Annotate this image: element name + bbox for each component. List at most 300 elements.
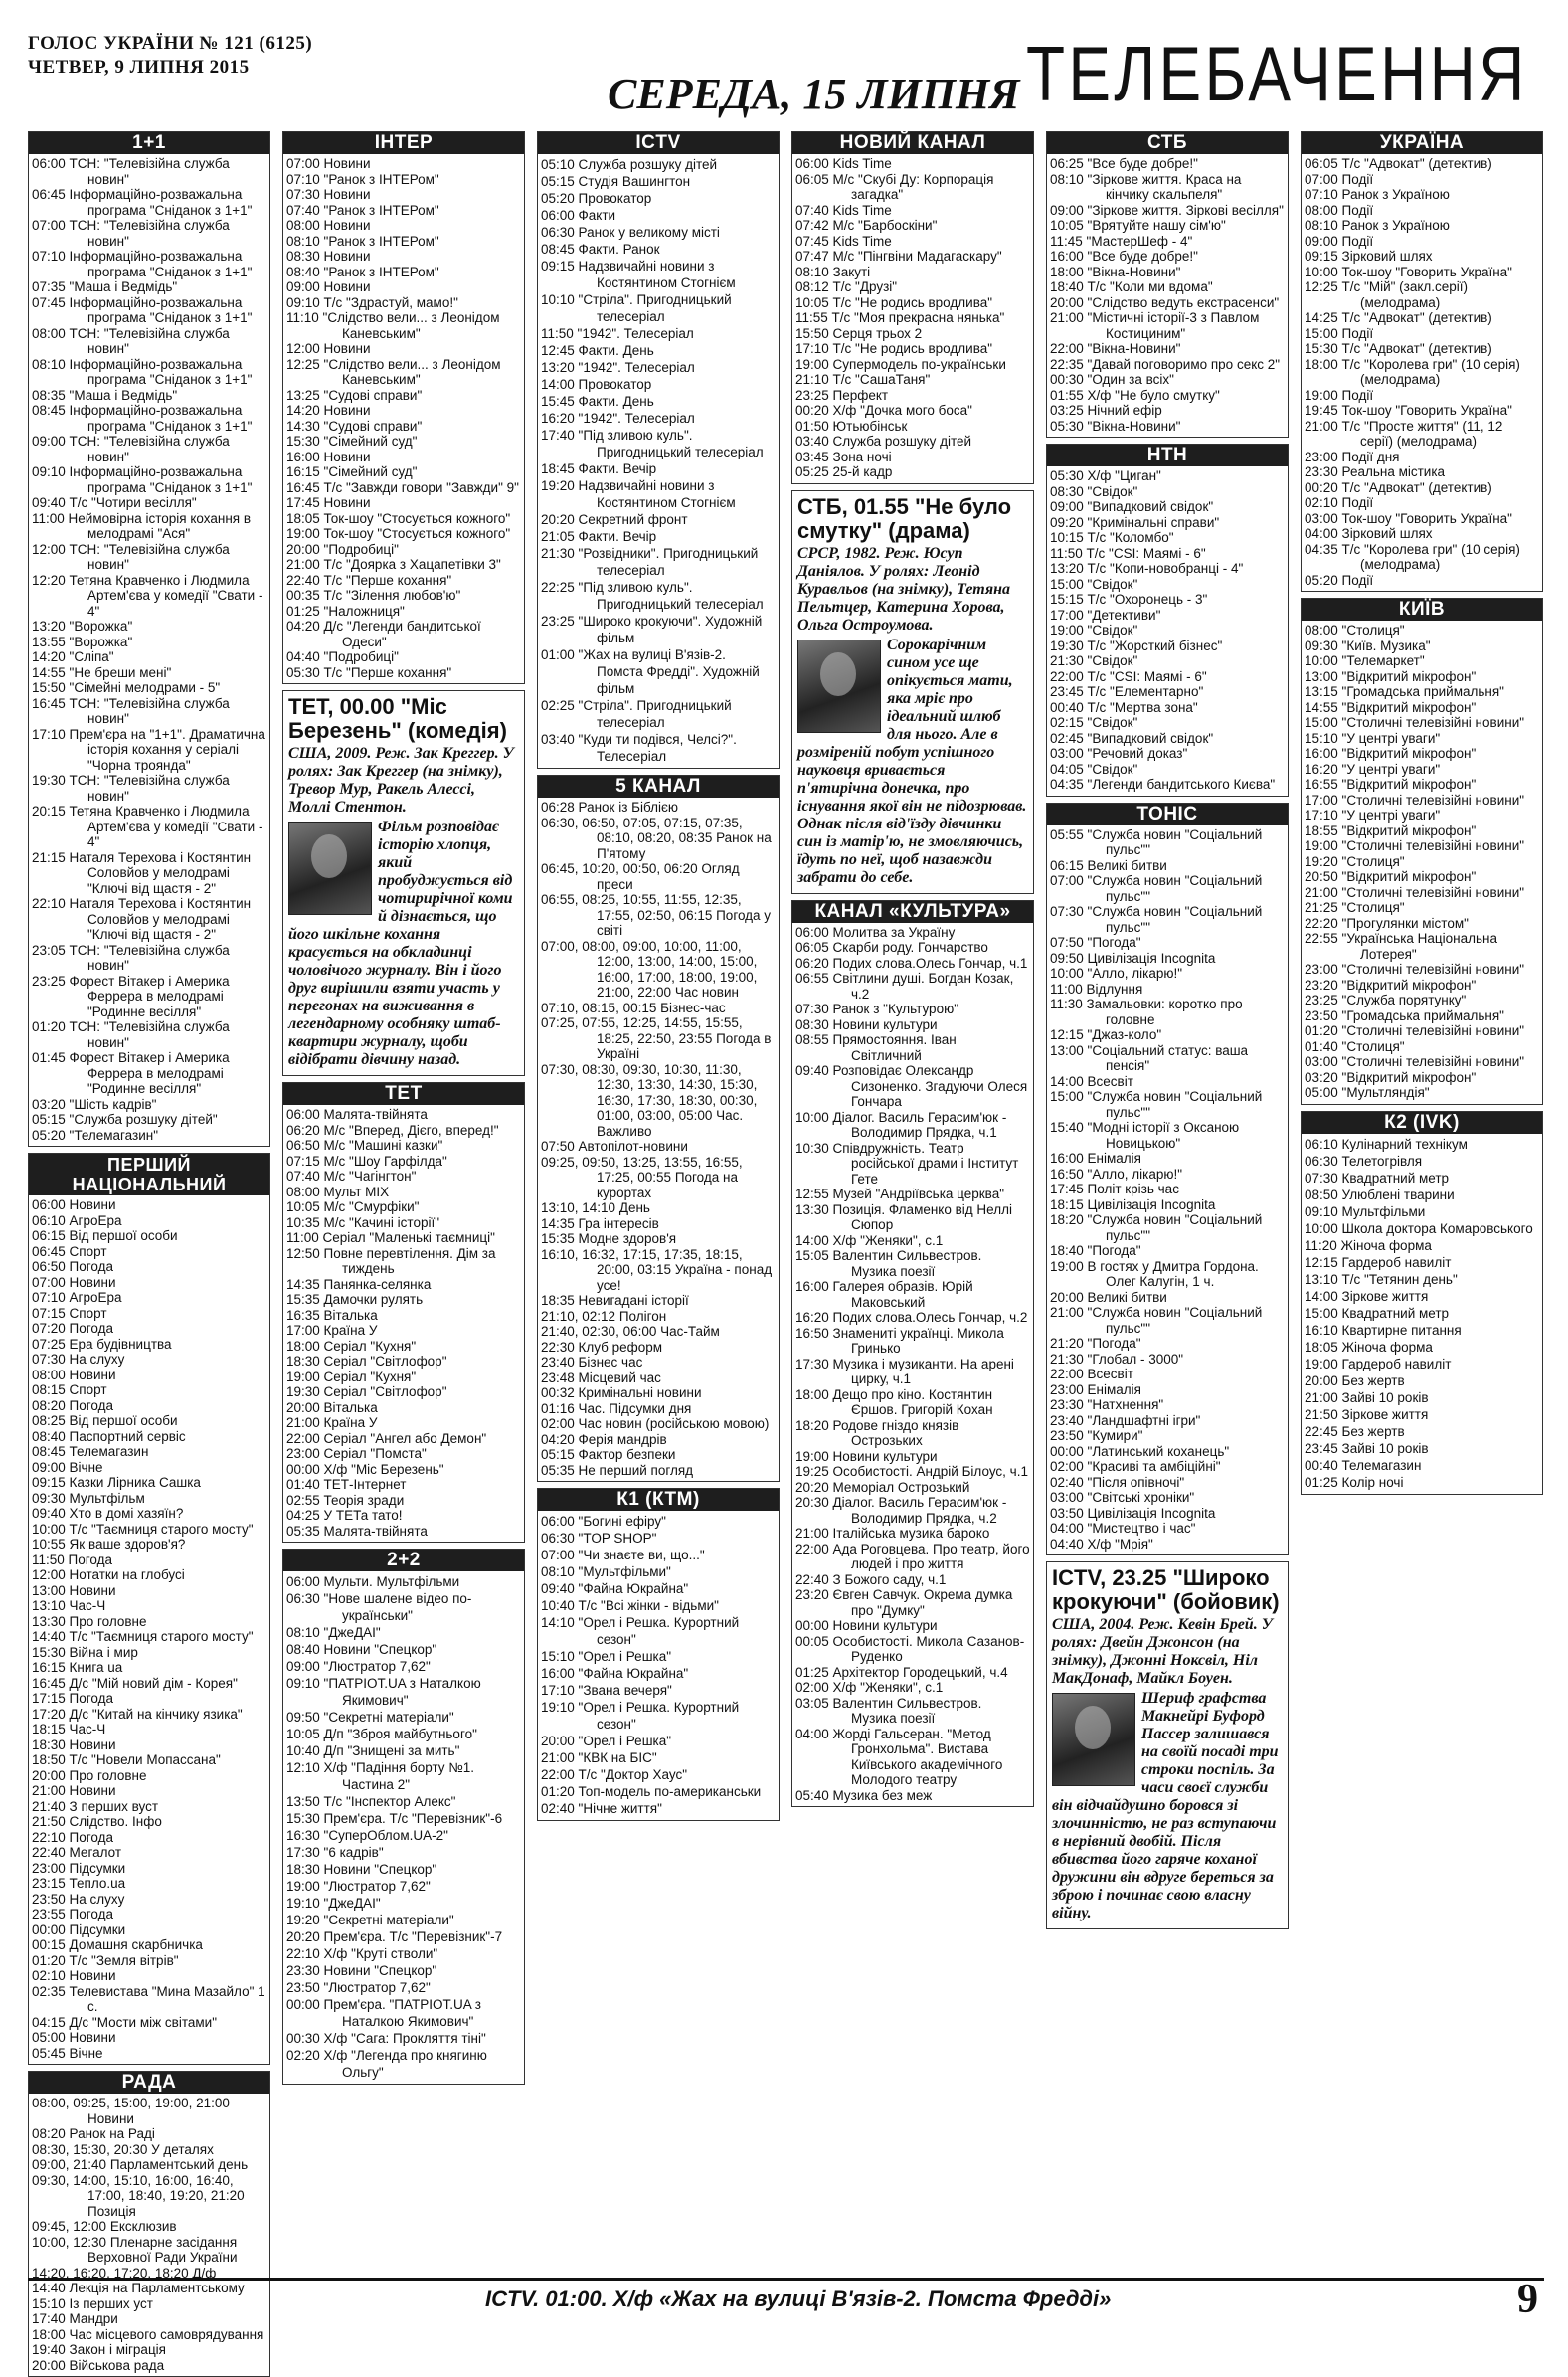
program-item: 19:30 Т/с "Жорсткий бізнес" — [1050, 638, 1223, 653]
program-item: 19:10 "Орел і Решка. Курортний сезон" — [541, 1700, 740, 1732]
column-3 — [537, 131, 780, 2270]
channel-2plus2 — [282, 1549, 525, 2085]
program-item: 21:00 Зайві 10 років — [1305, 1389, 1429, 1405]
program-list — [29, 2094, 269, 2376]
program-item: 05:25 25-й кадр — [795, 464, 893, 479]
program-item: 08:40 Паспортний сервіс — [32, 1428, 186, 1444]
program-item: 18:05 Жіноча форма — [1305, 1339, 1433, 1355]
program-item: 16:55 "Відкритий мікрофон" — [1305, 777, 1477, 792]
program-item: 12:25 "Слідство вели... з Леонідом Каневським" — [286, 356, 501, 387]
program-item: 06:25 "Все буде добре!" — [1050, 156, 1198, 171]
program-list — [538, 154, 779, 768]
program-item: 21:00 "Столичні телевізійні новини" — [1305, 884, 1525, 900]
program-item: 08:10 Ранок з Україною — [1305, 218, 1450, 233]
program-item: 14:35 Панянка-селянка — [286, 1276, 432, 1292]
program-item: 03:45 Зона ночі — [795, 449, 892, 464]
program-item: 08:10 Інформаційно-розважальна програма "Сніданок з 1+1" — [32, 356, 253, 387]
program-item: 19:00 Ток-шоу "Стосується кожного" — [286, 526, 511, 541]
channel-title: КАНАЛ «КУЛЬТУРА» — [792, 901, 1033, 923]
program-item: 08:00 Події — [1305, 202, 1374, 218]
program-item: 08:10 "Ранок з ІНТЕРом" — [286, 233, 439, 249]
program-item: 19:00 Гардероб навиліт — [1305, 1356, 1452, 1371]
program-item: 08:00 Новини — [286, 218, 371, 233]
program-item: 01:40 ТЕТ-Інтернет — [286, 1477, 407, 1492]
program-item: 12:55 Музей "Андріївська церква" — [795, 1187, 1004, 1201]
program-item: 11:10 "Слідство вели... з Леонідом Каневським" — [286, 310, 500, 341]
program-item: 03:00 "Світські хроніки" — [1050, 1490, 1195, 1505]
program-item: 04:20 Ферія мандрів — [541, 1431, 667, 1447]
program-item: 19:00 Новини культури — [795, 1448, 938, 1464]
program-item: 20:00 "Подробиці" — [286, 541, 399, 557]
program-item: 14:20, 16:20, 17:20, 18:20 Д/ф — [32, 2265, 217, 2281]
program-item: 10:00 Ток-шоу "Говорить Україна" — [1305, 264, 1512, 279]
program-item: 10:05 Т/с "Не родись вродлива" — [795, 294, 993, 310]
program-item: 19:40 Закон і міграція — [32, 2342, 166, 2357]
program-item: 07:30 Новини — [286, 187, 371, 202]
program-item: 07:00 "Чи знаєте ви, що..." — [541, 1548, 705, 1562]
program-item: 21:00 Країна У — [286, 1415, 378, 1430]
program-item: 06:05 Скарби роду. Гончарство — [795, 940, 988, 955]
program-item: 16:20 "1942". Телесеріал — [541, 411, 695, 426]
program-item: 08:40 "Ранок з ІНТЕРом" — [286, 264, 439, 279]
program-item: 13:10 Т/с "Тетянин день" — [1305, 1271, 1458, 1287]
program-item: 21:20 "Погода" — [1050, 1336, 1141, 1351]
program-item: 07:30 Ранок з "Культурою" — [795, 1002, 958, 1016]
program-item: 07:00 "Служба новин "Соціальний пульс"" — [1050, 873, 1263, 904]
program-item: 02:25 "Стріла". Пригодницький телесеріал — [541, 698, 732, 730]
paper-title: ГОЛОС УКРАЇНИ № 121 (6125) — [28, 33, 313, 54]
program-item: 21:40, 02:30, 06:00 Час-Тайм — [541, 1324, 720, 1339]
program-item: 22:30 Клуб реформ — [541, 1339, 663, 1355]
feature-tet — [282, 690, 525, 1076]
program-item: 07:50 Автопілот-новини — [541, 1139, 688, 1154]
program-item: 11:50 Т/с "CSI: Маямі - 6" — [1050, 545, 1206, 561]
program-item: 01:40 "Столиця" — [1305, 1038, 1405, 1054]
program-item: 09:00 Події — [1305, 233, 1374, 249]
program-item: 21:00 "Служба новин "Соціальний пульс"" — [1050, 1305, 1263, 1336]
feature-stb — [791, 490, 1034, 894]
program-item: 18:45 Факти. Вечір — [541, 461, 657, 476]
channel-title: КИЇВ — [1302, 599, 1542, 621]
feature-synopsis: Фільм розповідає історію хлопця, який пробуджується від чотирирічної коми й дізнається, що його шкільне кохання красується на обкладинці чоловічого журналу. Він і його друг вирішили взяти участь у перегонах на виживання в легендарному особняку штаб-квартири журналу, щоби відібрати дівчину назад. — [288, 819, 513, 1068]
program-item: 02:00 "Красиві та амбіційні" — [1050, 1459, 1221, 1474]
program-item: 06:45 Спорт — [32, 1243, 107, 1259]
channel-novyi — [791, 131, 1034, 484]
program-item: 04:25 У ТЕТа тато! — [286, 1508, 403, 1523]
program-item: 03:00 Ток-шоу "Говорить Україна" — [1305, 510, 1512, 526]
program-item: 09:00 ТСН: "Телевізійна служба новин" — [32, 434, 230, 464]
program-item: 21:00 Новини — [32, 1783, 116, 1798]
program-item: 18:55 "Відкритий мікрофон" — [1305, 823, 1477, 838]
program-item: 10:40 Т/с "Всі жінки - відьми" — [541, 1598, 719, 1613]
program-item: 08:45 Інформаційно-розважальна програма "Сніданок з 1+1" — [32, 403, 253, 434]
program-item: 14:35 Гра інтересів — [541, 1215, 659, 1231]
page-number: 9 — [1517, 2277, 1538, 2322]
program-item: 17:00 Країна У — [286, 1323, 378, 1338]
feature-title: ICTV, 23.25 "Широко крокуючи" (бойовик) — [1052, 1565, 1280, 1614]
section-title: ТЕЛЕБАЧЕННЯ — [1026, 30, 1528, 117]
program-item: 16:00 Новини — [286, 449, 371, 464]
program-item: 23:50 На слуху — [32, 1891, 125, 1907]
program-item: 11:50 Погода — [32, 1552, 112, 1567]
program-item: 18:00 Час місцевого самоврядування — [32, 2326, 264, 2342]
program-item: 04:35 Т/с "Королева гри" (10 серія) (мелодрама) — [1305, 541, 1520, 572]
program-item: 23:25 Форест Вітакер і Америка Феррера в мелодрамі "Родинне весілля" — [32, 973, 230, 1019]
program-item: 09:40 Т/с "Чотири весілля" — [32, 495, 197, 510]
program-item: 14:40 Лекція на Парламентському — [32, 2281, 245, 2295]
program-item: 22:00 Т/с "CSI: Маямі - 6" — [1050, 668, 1207, 684]
program-item: 06:50 Погода — [32, 1259, 113, 1274]
program-item: 13:30 Позиція. Фламенко від Неллі Сюпор — [795, 1201, 1012, 1232]
program-item: 15:30 Т/с "Адвокат" (детектив) — [1305, 341, 1492, 356]
footer-highlight: ICTV. 01:00. Х/ф «Жах на вулиці В'язів-2. Помста Фредді» — [485, 2286, 1112, 2311]
program-item: 01:50 Ютьюбінськ — [795, 418, 908, 434]
program-item: 17:10 Прем'єра на "1+1". Драматична історія кохання у серіалі "Чорна троянда" — [32, 726, 265, 773]
program-item: 14:10 "Орел і Решка. Курортний сезон" — [541, 1615, 740, 1647]
program-item: 01:00 "Жах на вулиці В'язів-2. Помста Фредді". Художній фільм — [541, 647, 760, 696]
program-item: 15:50 Серця трьох 2 — [795, 325, 923, 341]
channel-ukraina — [1301, 131, 1543, 592]
program-item: 05:20 Провокатор — [541, 191, 652, 206]
channel-title: НОВИЙ КАНАЛ — [792, 132, 1033, 154]
program-item: 06:28 Ранок із Біблією — [541, 800, 679, 815]
program-item: 15:10 "У центрі уваги" — [1305, 730, 1441, 746]
program-item: 10:10 "Стріла". Пригодницький телесеріал — [541, 292, 732, 324]
program-item: 20:00 Великі битви — [1050, 1289, 1167, 1305]
schedule-day: СЕРЕДА, 15 ЛИПНЯ — [608, 70, 1020, 118]
program-item: 00:20 Х/ф "Дочка мого боса" — [795, 403, 972, 418]
program-item: 00:05 Особистості. Микола Сазанов-Руденко — [795, 1633, 1025, 1664]
channel-title: СТБ — [1047, 132, 1288, 154]
program-item: 21:30 "Свідок" — [1050, 653, 1138, 668]
program-item: 19:20 Надзвичайні новини з Костянтином Стогнієм — [541, 478, 736, 510]
program-item: 04:20 Д/с "Легенди бандитської Одеси" — [286, 619, 481, 649]
program-item: 14:00 Провокатор — [541, 377, 652, 392]
program-item: 14:30 "Судові справи" — [286, 418, 423, 434]
program-item: 18:30 Новини — [32, 1737, 116, 1752]
channel-title: ІНТЕР — [283, 132, 524, 154]
program-item: 15:35 Дамочки рулять — [286, 1292, 424, 1307]
program-item: 22:45 Без жертв — [1305, 1423, 1405, 1439]
program-item: 15:05 Валентин Сильвестров. Музика поезії — [795, 1248, 982, 1279]
program-item: 17:45 Новини — [286, 495, 371, 510]
program-item: 20:00 "Слідство ведуть екстрасенси" — [1050, 294, 1280, 310]
program-item: 21:30 "Глобал - 3000" — [1050, 1351, 1184, 1367]
program-item: 02:15 "Свідок" — [1050, 715, 1138, 730]
program-item: 17:00 "Детективи" — [1050, 607, 1161, 623]
program-item: 07:15 Спорт — [32, 1305, 107, 1321]
program-item: 07:42 М/с "Барбоскіни" — [795, 218, 938, 233]
program-item: 16:10 Квартирне питання — [1305, 1322, 1462, 1338]
program-item: 15:00 "Служба новин "Соціальний пульс"" — [1050, 1089, 1263, 1120]
program-item: 07:30 На слуху — [32, 1352, 125, 1367]
program-item: 23:30 "Натхнення" — [1050, 1397, 1164, 1412]
program-item: 17:15 Погода — [32, 1691, 113, 1706]
program-item: 23:50 "Люстратор 7,62" — [286, 1980, 431, 1995]
program-item: 06:20 М/с "Вперед, Дієго, вперед!" — [286, 1122, 499, 1138]
program-item: 09:00 "Випадковий свідок" — [1050, 499, 1214, 514]
program-item: 09:50 Цивілізація Incognita — [1050, 950, 1216, 966]
program-item: 04:00 Жорді Гальсеран. "Метод Гронхольма". Вистава Київського академічного Молодого театру — [795, 1726, 1003, 1787]
program-item: 07:00 Події — [1305, 171, 1374, 187]
program-list — [792, 923, 1033, 1807]
program-item: 15:30 Прем'єра. Т/с "Перевізник"-6 — [286, 1811, 503, 1826]
program-item: 07:15 М/с "Шоу Гарфілда" — [286, 1153, 447, 1169]
program-item: 19:00 "Люстратор 7,62" — [286, 1879, 431, 1894]
program-item: 02:00 Час новин (російською мовою) — [541, 1416, 770, 1431]
program-item: 10:35 М/с "Качині історії" — [286, 1214, 440, 1230]
program-item: 02:35 Телевистава "Мина Мазайло" 1 с. — [32, 1983, 265, 2014]
program-item: 14:25 Т/с "Адвокат" (детектив) — [1305, 310, 1492, 325]
program-item: 06:15 Від першої особи — [32, 1228, 178, 1243]
program-item: 03:05 Валентин Сильвестров. Музика поезії — [795, 1695, 982, 1726]
program-item: 05:30 Т/с "Перше кохання" — [286, 664, 452, 680]
program-item: 09:10 Мультфільми — [1305, 1203, 1426, 1219]
program-item: 22:10 Х/ф "Круті стволи" — [286, 1946, 438, 1961]
program-item: 18:40 "Погода" — [1050, 1243, 1141, 1258]
program-item: 21:15 Наталя Терехова і Костянтин Соловйов у мелодрамі "Ключі від щастя - 2" — [32, 849, 252, 896]
program-item: 06:45 Інформаційно-розважальна програма "Сніданок з 1+1" — [32, 187, 253, 218]
program-item: 21:00 "КВК на БІС" — [541, 1750, 657, 1765]
program-item: 23:20 "Відкритий мікрофон" — [1305, 977, 1477, 993]
program-item: 23:40 Бізнес час — [541, 1355, 643, 1370]
channel-title: НТН — [1047, 445, 1288, 466]
program-item: 23:48 Місцевий час — [541, 1370, 661, 1385]
program-item: 01:20 Т/с "Земля вітрів" — [32, 1952, 179, 1968]
program-item: 08:55 Прямостояння. Іван Світличний — [795, 1032, 957, 1063]
program-item: 02:40 "Нічне життя" — [541, 1801, 662, 1816]
channel-title: УКРАЇНА — [1302, 132, 1542, 154]
program-item: 08:20 Ранок на Раді — [32, 2126, 155, 2141]
program-item: 03:00 "Речовий доказ" — [1050, 746, 1188, 761]
program-item: 20:20 Меморіал Острозький — [795, 1479, 970, 1495]
program-item: 20:00 "Орел і Решка" — [541, 1734, 672, 1748]
program-item: 00:30 Х/ф "Сага: Прокляття тіні" — [286, 2031, 486, 2046]
program-item: 09:00 Новини — [286, 279, 371, 294]
program-item: 18:00 Т/с "Королева гри" (10 серія) (мелодрама) — [1305, 356, 1520, 387]
program-item: 22:00 Серіал "Ангел або Демон" — [286, 1430, 487, 1446]
program-item: 06:00 "Богині ефіру" — [541, 1514, 666, 1529]
program-item: 00:32 Кримінальні новини — [541, 1385, 702, 1400]
program-item: 16:30 "СуперОблом.UA-2" — [286, 1828, 448, 1843]
program-item: 05:20 Події — [1305, 572, 1374, 588]
program-item: 05:15 Фактор безпеки — [541, 1447, 676, 1462]
channel-inter — [282, 131, 525, 684]
program-item: 07:25, 07:55, 12:25, 14:55, 15:55, 18:25, 22:50, 23:55 Погода в Україні — [541, 1015, 772, 1061]
program-item: 15:00 Події — [1305, 325, 1374, 341]
program-item: 18:35 Невигадані історії — [541, 1293, 689, 1308]
program-item: 12:00 ТСН: "Телевізійна служба новин" — [32, 541, 230, 572]
channel-k2 — [1301, 1111, 1543, 1495]
program-item: 06:10 АгроЕра — [32, 1212, 122, 1228]
program-item: 05:15 Студія Вашингтон — [541, 174, 691, 189]
program-item: 16:45 ТСН: "Телевізійна служба новин" — [32, 695, 230, 726]
program-item: 21:50 Слідство. Інфо — [32, 1814, 162, 1829]
program-item: 14:00 Х/ф "Женяки", с.1 — [795, 1232, 944, 1248]
program-item: 23:00 Події дня — [1305, 449, 1400, 464]
program-item: 06:20 Подих слова.Олесь Гончар, ч.1 — [795, 955, 1028, 971]
program-item: 18:15 Час-Ч — [32, 1722, 106, 1737]
program-list — [1302, 154, 1542, 591]
program-item: 20:20 Прем'єра. Т/с "Перевізник"-7 — [286, 1929, 503, 1944]
program-item: 02:10 Новини — [32, 1968, 116, 1983]
program-item: 08:45 Телемагазин — [32, 1444, 149, 1459]
program-item: 22:00 Всесвіт — [1050, 1367, 1133, 1381]
program-item: 06:10 Кулінарний технікум — [1305, 1136, 1468, 1152]
program-item: 07:35 "Маша і Ведмідь" — [32, 279, 178, 294]
program-item: 16:20 "У центрі уваги" — [1305, 761, 1441, 777]
program-item: 21:25 "Столиця" — [1305, 900, 1405, 915]
program-item: 08:25 Від першої особи — [32, 1413, 178, 1428]
program-item: 11:20 Жіноча форма — [1305, 1237, 1432, 1253]
program-item: 04:00 "Мистецтво і час" — [1050, 1521, 1196, 1536]
program-item: 10:00 "Алло, лікарю!" — [1050, 966, 1183, 981]
program-item: 17:00 "Столичні телевізійні новини" — [1305, 792, 1525, 808]
program-item: 05:30 Х/ф "Циган" — [1050, 468, 1161, 483]
channel-title: ТОНІС — [1047, 804, 1288, 825]
channel-5kanal — [537, 775, 780, 1482]
feature-title: ТЕТ, 00.00 "Міс Березень" (комедія) — [288, 694, 507, 743]
program-item: 16:10, 16:32, 17:15, 17:35, 18:15, 20:00, 03:15 Україна - понад усе! — [541, 1246, 773, 1293]
program-item: 21:00 Італійська музика бароко — [795, 1526, 990, 1541]
program-item: 00:15 Домашня скарбничка — [32, 1937, 203, 1952]
program-item: 05:20 "Телемагазин" — [32, 1127, 159, 1143]
program-item: 05:00 "Мультляндія" — [1305, 1085, 1430, 1100]
program-item: 17:45 Політ крізь час — [1050, 1182, 1179, 1196]
program-item: 06:30 Ранок у великому місті — [541, 225, 720, 240]
channel-tet — [282, 1082, 525, 1543]
feature-synopsis: Сорокарічним сином усе ще опікується мати, яка мріє про ідеальний шлюб для нього. Але в розміреній побут успішного науковця вривається п'ятирічна донечка, про існування якої він не підозрював. Однак після від'їзду дівчинки син із матір'ю, не змовляючись, їдуть по неї, щоб назавжди забрати до себе. — [797, 636, 1027, 886]
program-item: 23:25 Перфект — [795, 387, 889, 403]
program-item: 07:40 Kids Time — [795, 202, 892, 218]
program-item: 04:35 "Легенди бандитського Києва" — [1050, 777, 1276, 792]
program-item: 13:00 "Соціальний статус: ваша пенсія" — [1050, 1042, 1249, 1073]
program-item: 15:45 Факти. День — [541, 394, 654, 409]
program-item: 23:50 "Кумири" — [1050, 1428, 1143, 1443]
program-item: 09:30 Мультфільм — [32, 1490, 145, 1506]
program-item: 08:12 Т/с "Друзі" — [795, 279, 898, 294]
program-item: 00:30 "Один за всіх" — [1050, 372, 1174, 387]
program-item: 22:00 "Вікна-Новини" — [1050, 341, 1181, 356]
program-item: 17:20 Д/с "Китай на кінчику язика" — [32, 1706, 243, 1722]
program-item: 23:30 Реальна містика — [1305, 464, 1446, 479]
program-item: 19:00 В гостях у Дмитра Гордона. Олег Калугін, 1 ч. — [1050, 1258, 1259, 1289]
program-item: 08:10 "Зіркове життя. Краса на кінчику скальпеля" — [1050, 171, 1242, 202]
channel-1plus1 — [28, 131, 270, 1147]
program-item: 09:10 Інформаційно-розважальна програма "Сніданок з 1+1" — [32, 464, 253, 495]
program-item: 21:50 Зіркове життя — [1305, 1406, 1429, 1422]
program-item: 10:00 Діалог. Василь Герасим'юк - Володимир Прядка, ч.1 — [795, 1109, 1007, 1140]
program-item: 07:40 "Ранок з ІНТЕРом" — [286, 202, 439, 218]
program-item: 21:40 З перших вуст — [32, 1798, 159, 1814]
program-item: 07:30 "Служба новин "Соціальний пульс"" — [1050, 904, 1263, 935]
program-item: 07:45 Kids Time — [795, 233, 892, 249]
program-item: 16:45 Т/с "Завжди говори "Завжди" 9" — [286, 479, 519, 495]
program-item: 12:45 Факти. День — [541, 343, 654, 358]
program-item: 22:40 З Божого саду, ч.1 — [795, 1571, 947, 1587]
program-item: 19:00 Серіал "Кухня" — [286, 1369, 417, 1384]
program-item: 07:30, 08:30, 09:30, 10:30, 11:30, 12:30, 13:30, 14:30, 15:30, 16:30, 17:30, 18:30, 00:30, 01:00, 03:00, 05:00 Час. Важливо — [541, 1061, 758, 1139]
program-item: 09:30 "Київ. Музика" — [1305, 638, 1431, 653]
program-item: 13:20 Т/с "Копи-новобранці - 4" — [1050, 561, 1244, 576]
program-item: 00:00 Новини культури — [795, 1618, 938, 1633]
program-item: 20:00 Про головне — [32, 1767, 147, 1783]
program-item: 00:40 Телемагазин — [1305, 1457, 1422, 1473]
program-item: 08:10 Закуті — [795, 264, 871, 279]
program-item: 07:00, 08:00, 09:00, 10:00, 11:00, 12:00, 13:00, 14:00, 15:00, 16:00, 17:00, 18:00, 19:00, 21:00, 22:00 Час новин — [541, 938, 758, 1000]
program-item: 16:50 Знамениті українці. Микола Гринько — [795, 1325, 1004, 1356]
program-item: 18:20 "Служба новин "Соціальний пульс"" — [1050, 1212, 1263, 1243]
program-item: 22:40 Мегалот — [32, 1845, 121, 1860]
program-item: 08:20 Погода — [32, 1397, 113, 1413]
program-item: 14:00 Всесвіт — [1050, 1073, 1133, 1089]
program-item: 13:25 "Судові справи" — [286, 387, 423, 403]
channel-rada — [28, 2071, 270, 2377]
masthead — [28, 22, 1544, 126]
program-item: 12:15 "Джаз-коло" — [1050, 1027, 1162, 1042]
program-item: 23:30 Новини "Спецкор" — [286, 1963, 437, 1978]
program-item: 15:50 "Сімейні мелодрами - 5" — [32, 680, 221, 695]
column-1 — [28, 131, 270, 2373]
program-item: 08:30 "Свідок" — [1050, 483, 1138, 499]
program-item: 02:40 "Після опівночі" — [1050, 1474, 1185, 1490]
feature-ictv — [1046, 1561, 1289, 1929]
program-item: 11:45 "МастерШеф - 4" — [1050, 233, 1193, 249]
program-item: 16:35 Віталька — [286, 1307, 378, 1323]
program-item: 07:10, 08:15, 00:15 Бізнес-час — [541, 1000, 726, 1015]
program-item: 06:45, 10:20, 00:50, 06:20 Огляд преси — [541, 861, 740, 892]
program-item: 15:00 Квадратний метр — [1305, 1305, 1450, 1321]
program-item: 08:40 Новини "Спецкор" — [286, 1642, 437, 1657]
program-item: 13:50 Т/с "Інспектор Алекс" — [286, 1794, 456, 1809]
program-item: 22:25 "Під зливою куль". Пригодницький телесеріал — [541, 580, 764, 612]
program-item: 10:05 Д/п "Зброя майбутнього" — [286, 1727, 477, 1741]
program-item: 11:55 Т/с "Моя прекрасна нянька" — [795, 310, 1005, 325]
program-item: 10:00 Школа доктора Комаровського — [1305, 1220, 1533, 1236]
program-item: 01:55 Х/ф "Не було смутку" — [1050, 387, 1220, 403]
program-item: 07:10 Ранок з Україною — [1305, 187, 1450, 202]
program-item: 07:30 Квадратний метр — [1305, 1170, 1450, 1186]
program-item: 03:20 "Шість кадрів" — [32, 1096, 157, 1112]
program-item: 15:10 Із перших уст — [32, 2295, 153, 2311]
program-item: 00:35 Т/с "Зілення любов'ю" — [286, 588, 461, 603]
program-item: 09:00, 21:40 Парламентський день — [32, 2157, 249, 2172]
channel-ictv — [537, 131, 780, 769]
program-item: 19:00 "Свідок" — [1050, 623, 1138, 638]
program-item: 13:10 Час-Ч — [32, 1598, 106, 1613]
program-item: 09:00 Вічне — [32, 1459, 103, 1475]
program-item: 00:00 Х/ф "Міс Березень" — [286, 1461, 444, 1477]
program-item: 16:00 "Відкритий мікрофон" — [1305, 746, 1477, 761]
channel-title: ICTV — [538, 132, 779, 154]
actor-photo — [288, 822, 372, 915]
program-item: 08:00 Мульт МІХ — [286, 1184, 390, 1199]
program-item: 23:15 Тепло.ua — [32, 1876, 126, 1891]
program-item: 06:55, 08:25, 10:55, 11:55, 12:35, 17:55, 02:50, 06:15 Погода у світі — [541, 892, 772, 938]
program-item: 13:20 "Ворожка" — [32, 619, 133, 634]
program-item: 21:05 Факти. Вечір — [541, 529, 657, 544]
program-list — [29, 154, 269, 1146]
program-item: 06:05 М/с "Скубі Ду: Корпорація загадка" — [795, 171, 994, 202]
program-item: 23:00 Енімалія — [1050, 1381, 1141, 1397]
program-item: 20:50 "Відкритий мікрофон" — [1305, 869, 1477, 884]
program-item: 17:30 Музика і музиканти. На арені цирку, ч.1 — [795, 1356, 1014, 1386]
program-item: 07:00 Новини — [286, 156, 371, 171]
channel-title: РАДА — [29, 2072, 269, 2094]
program-item: 05:30 "Вікна-Новини" — [1050, 418, 1181, 434]
program-item: 16:50 "Алло, лікарю!" — [1050, 1166, 1183, 1182]
program-item: 02:10 Події — [1305, 495, 1374, 510]
